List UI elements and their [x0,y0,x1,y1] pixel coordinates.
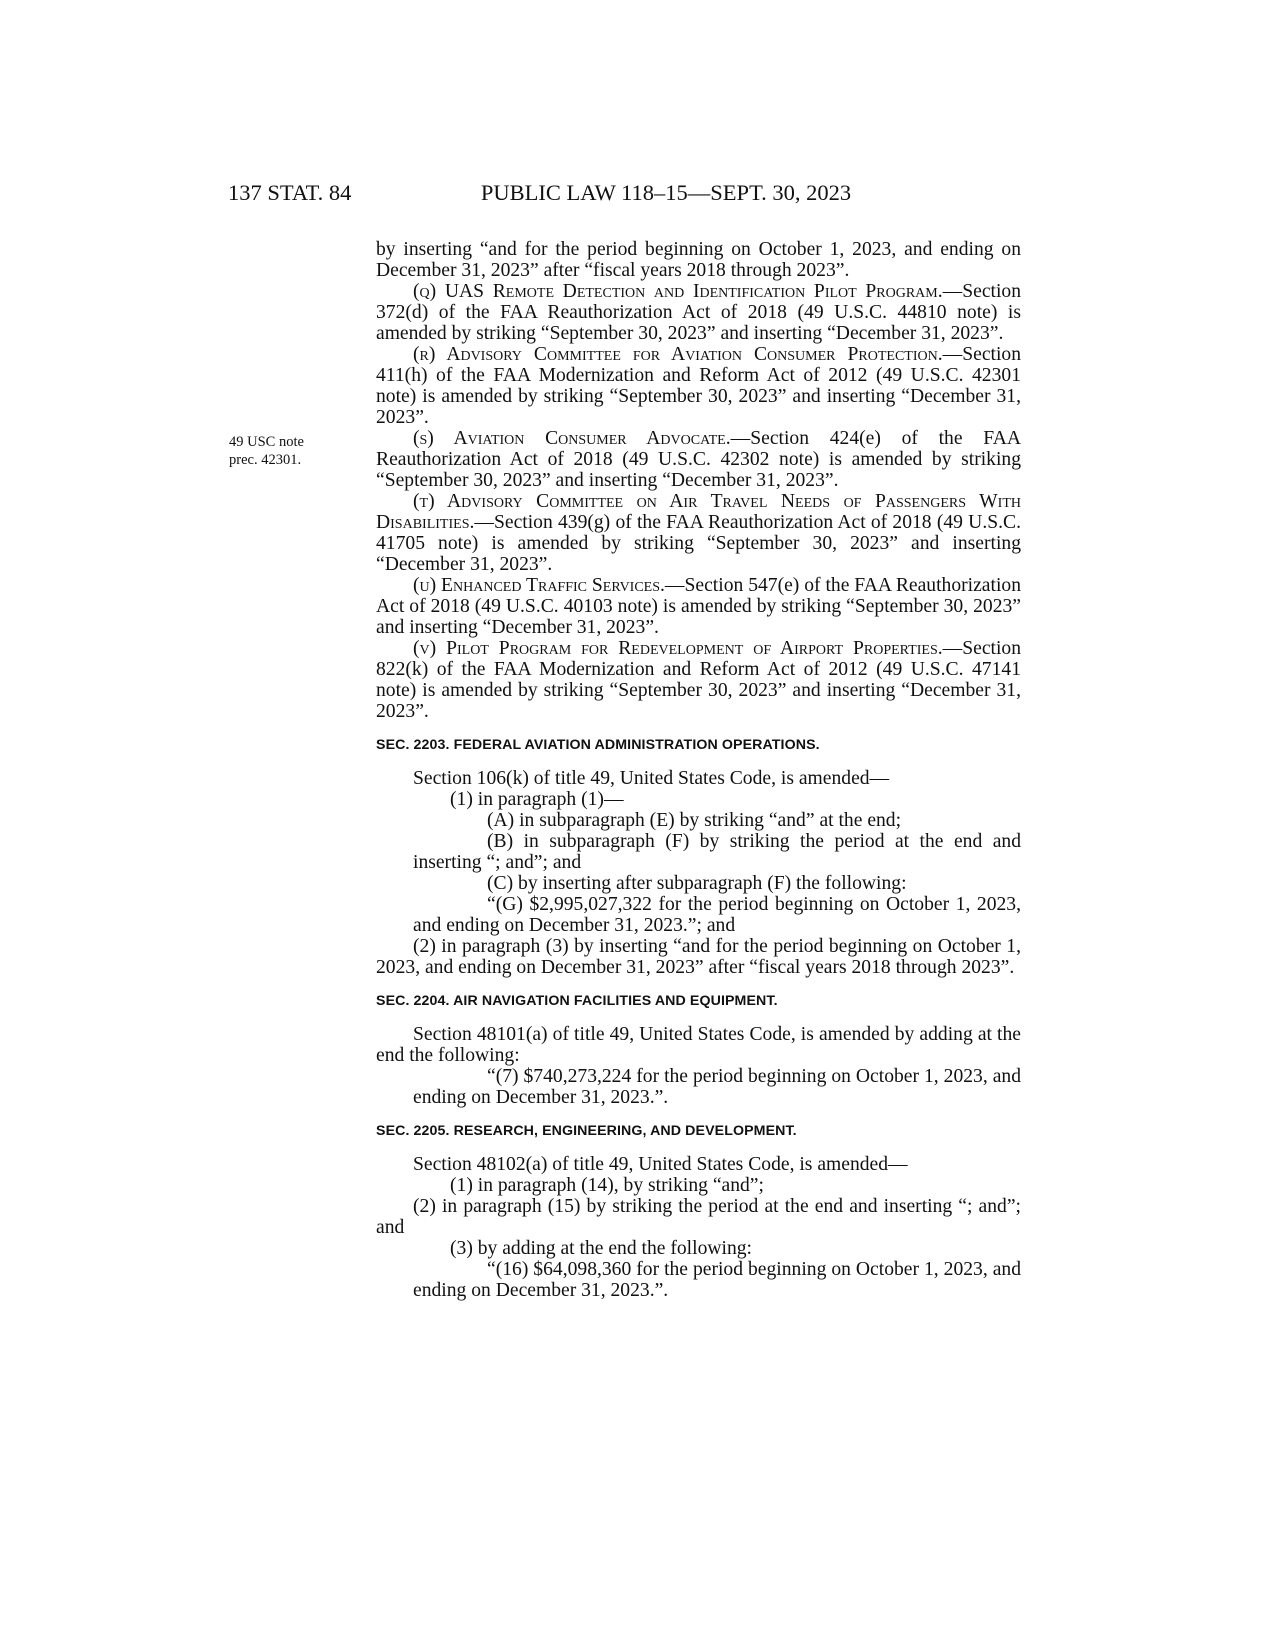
section-2203-paragraph-2: (2) in paragraph (3) by inserting “and for the period beginning on October 1, 2023, and ending on December 31, 2023” after “fiscal years 2018 through 2023”. [376,936,1021,978]
section-2205-paragraph-16: “(16) $64,098,360 for the period beginning on October 1, 2023, and ending on December 31, 2023.”. [413,1259,1021,1301]
subsection-t-heading: (t) Advisory Committee on Air Travel Needs of Passengers With Disabilities. [376,491,1021,533]
subsection-v [376,638,1021,722]
section-2203-paragraph-1: (1) in paragraph (1)— [450,789,624,810]
section-2205-paragraph-1: (1) in paragraph (14), by striking “and”; [450,1175,764,1196]
section-2203-subparagraph-c: (C) by inserting after subparagraph (F) the following: [487,873,907,894]
section-2205-intro: Section 48102(a) of title 49, United States Code, is amended— [413,1154,908,1175]
section-2205-paragraph-3: (3) by adding at the end the following: [450,1238,753,1259]
subsection-u-heading: (u) Enhanced Traffic Services. [413,575,665,596]
section-2203-heading: SEC. 2203. FEDERAL AVIATION ADMINISTRATION OPERATIONS. [376,737,820,753]
subsection-v-text: —Section 822(k) of the FAA Modernization and Reform Act of 2012 (49 U.S.C. 47141 note) is amended by striking “September 30, 2023” and inserting “December 31, 2023”. [376,638,1021,722]
section-2204-heading: SEC. 2204. AIR NAVIGATION FACILITIES AND EQUIPMENT. [376,993,778,1009]
section-2204-intro: Section 48101(a) of title 49, United States Code, is amended by adding at the end the following: [376,1024,1021,1066]
section-2203-subparagraph-a: (A) in subparagraph (E) by striking “and” at the end; [487,810,902,831]
subsection-r-text: —Section 411(h) of the FAA Modernization and Reform Act of 2012 (49 U.S.C. 42301 note) is amended by striking “September 30, 2023” and inserting “December 31, 2023”. [376,344,1021,428]
subsection-s-heading: (s) Aviation Consumer Advocate. [413,428,731,449]
continued-paragraph: by inserting “and for the period beginning on October 1, 2023, and ending on December 31, 2023” after “fiscal years 2018 through 2023”. [376,239,1021,281]
page-header [228,180,1020,220]
body-column [376,239,1021,1301]
subsection-r-heading: (r) Advisory Committee for Aviation Consumer Protection. [413,344,943,365]
subsection-t-text: —Section 439(g) of the FAA Reauthorization Act of 2018 (49 U.S.C. 41705 note) is amended by striking “September 30, 2023” and inserting “December 31, 2023”. [376,512,1021,575]
margin-note-line2: prec. 42301. [229,452,302,468]
section-2205-paragraph-2: (2) in paragraph (15) by striking the period at the end and inserting “; and”; and [376,1196,1021,1238]
subsection-q-heading: (q) UAS Remote Detection and Identification Pilot Program. [413,281,943,302]
subsection-s [376,428,1021,491]
subsection-q [376,281,1021,344]
subsection-q-text: —Section 372(d) of the FAA Reauthorization Act of 2018 (49 U.S.C. 44810 note) is amended by striking “September 30, 2023” and inserting “December 31, 2023”. [376,281,1021,344]
subsection-u-text: —Section 547(e) of the FAA Reauthorization Act of 2018 (49 U.S.C. 40103 note) is amended by striking “September 30, 2023” and inserting “December 31, 2023”. [376,575,1021,638]
subsection-t [376,491,1021,575]
subsection-r [376,344,1021,428]
stat-page-number: 137 STAT. 84 [228,180,352,205]
margin-note [229,433,339,469]
section-2203-intro: Section 106(k) of title 49, United States Code, is amended— [413,768,890,789]
running-title: PUBLIC LAW 118–15—SEPT. 30, 2023 [480,180,852,205]
margin-note-line1: 49 USC note [229,434,304,450]
section-2205-heading: SEC. 2205. RESEARCH, ENGINEERING, AND DEVELOPMENT. [376,1123,797,1139]
section-2203-subparagraph-b: (B) in subparagraph (F) by striking the period at the end and inserting “; and”; and [413,831,1021,873]
section-2204-paragraph-7: “(7) $740,273,224 for the period beginning on October 1, 2023, and ending on December 31, 2023.”. [413,1066,1021,1108]
section-2203-subparagraph-g: “(G) $2,995,027,322 for the period beginning on October 1, 2023, and ending on December 31, 2023.”; and [413,894,1021,936]
subsection-s-text: —Section 424(e) of the FAA Reauthorization Act of 2018 (49 U.S.C. 42302 note) is amended by striking “September 30, 2023” and inserting “December 31, 2023”. [376,428,1021,491]
subsection-u [376,575,1021,638]
subsection-v-heading: (v) Pilot Program for Redevelopment of Airport Properties. [413,638,943,659]
